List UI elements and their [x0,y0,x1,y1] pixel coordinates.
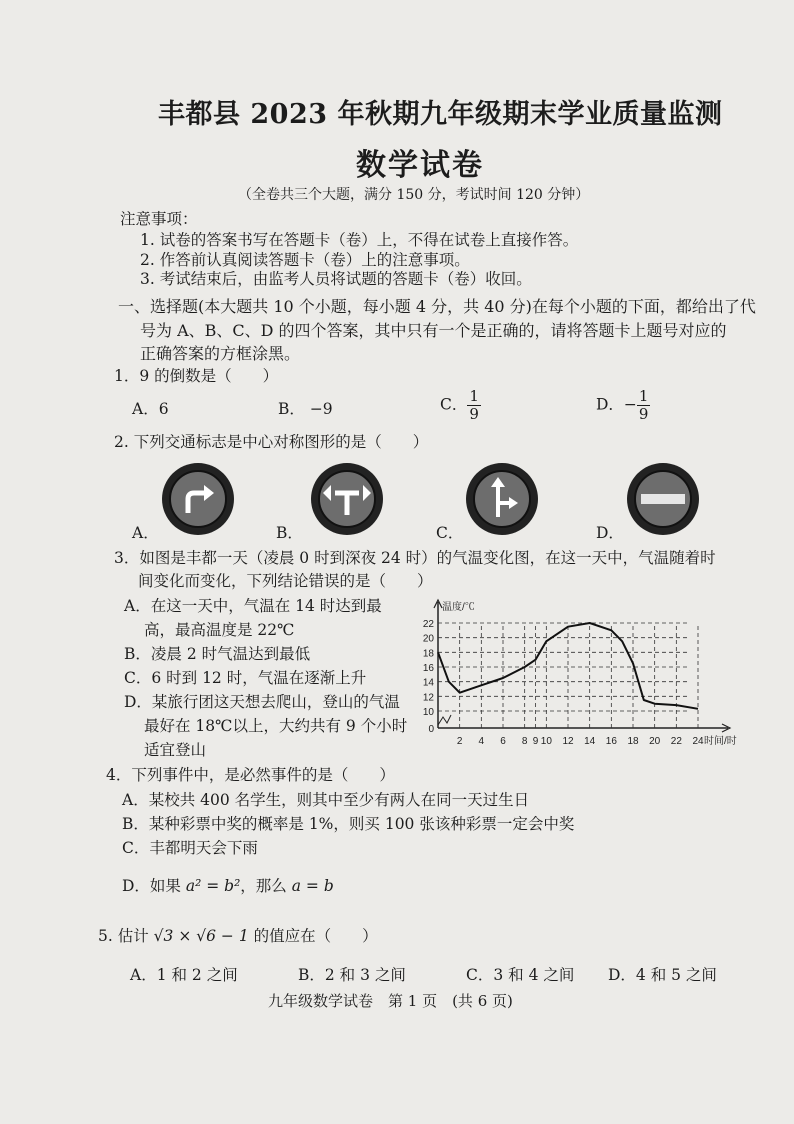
page-footer: 九年级数学试卷 第 1 页 (共 6 页) [268,992,513,1010]
temperature-chart [418,598,748,758]
question-1-option-a: A．6 [132,400,169,418]
x-tick-label: 18 [627,736,639,747]
question-3-option-a-cont: 高，最高温度是 22℃ [144,621,295,639]
question-4-stem: 4．下列事件中，是必然事件的是（ ） [106,766,395,784]
question-3-option-b: B．凌晨 2 时气温达到最低 [124,645,311,663]
question-3-option-c: C．6 时到 12 时，气温在逐渐上升 [124,669,367,687]
question-3-option-d: D．某旅行团这天想去爬山，登山的气温 [124,693,400,711]
question-2-stem: 2. 下列交通标志是中心对称图形的是（ ） [114,433,429,451]
notice-heading: 注意事项： [120,210,198,228]
question-3-option-a: A．在这一天中，气温在 14 时达到最 [124,597,382,615]
y-tick-label: 14 [422,677,434,689]
straight-right-arrow-icon [466,463,538,535]
section-instructions: 一、选择题(本大题共 10 个小题，每小题 4 分，共 40 分)在每个小题的下面，都给出了代 [118,297,756,316]
question-3-stem: 间变化而变化，下列结论错误的是（ ） [138,572,433,590]
question-1-stem: 1．9 的倒数是（ ） [114,367,279,385]
x-tick-label: 10 [540,736,552,747]
notice-item: 3. 考试结束后，由监考人员将试题的答题卡（卷）收回。 [140,270,532,288]
y-tick-label: 22 [422,619,434,630]
x-tick-label: 24 [692,736,704,747]
x-tick-label: 2 [456,736,463,747]
x-tick-label: 12 [562,736,574,747]
section-instructions: 正确答案的方框涂黑。 [140,344,301,363]
y-tick-label: 20 [422,633,434,645]
x-tick-label: 22 [670,736,682,747]
x-tick-label: 9 [532,736,539,747]
x-tick-label: 20 [649,736,661,747]
question-5-option-a: A．1 和 2 之间 [130,966,238,984]
question-4-option-d: D．如果 a² = b²，那么 a = b [122,877,334,895]
question-2-option-c: C． [436,524,464,542]
exam-info: （全卷共三个大题，满分 150 分，考试时间 120 分钟） [238,187,590,203]
question-5-option-b: B．2 和 3 之间 [298,966,406,984]
question-3-option-d-cont: 适宜登山 [144,741,207,759]
y-tick-label: 18 [422,648,434,660]
x-axis-label: 时间/时 [704,736,737,747]
t-junction-arrow-icon [311,463,383,535]
question-4-option-a: A．某校共 400 名学生，则其中至少有两人在同一天过生日 [122,791,530,809]
y-axis-label: 温度/℃ [442,602,475,613]
axis-break [438,715,451,725]
exam-title: 丰都县 2023 年秋期九年级期末学业质量监测 [158,99,723,130]
question-1-option-d: D．− $\frac{1}{9}$ [596,387,649,423]
question-5-stem: 5. 估计 √3 × √6 − 1 的值应在（ ） [98,927,378,945]
question-2-option-d: D． [596,524,624,542]
question-4-option-c: C．丰都明天会下雨 [122,839,258,857]
notice-item: 1. 试卷的答案书写在答题卡（卷）上，不得在试卷上直接作答。 [140,231,579,249]
x-tick-label: 16 [605,736,617,747]
traffic-sign-straight-or-right [466,463,538,535]
question-1-option-c: C． $\frac{1}{9}$ [440,387,479,423]
section-instructions: 号为 A、B、C、D 的四个答案，其中只有一个是正确的，请将答题卡上题号对应的 [140,321,727,340]
question-5-option-d: D．4 和 5 之间 [608,966,717,984]
notice-item: 2. 作答前认真阅读答题卡（卷）上的注意事项。 [140,251,470,269]
x-tick-label: 14 [584,736,596,747]
question-5-option-c: C．3 和 4 之间 [466,966,575,984]
right-turn-arrow-icon [162,463,234,535]
x-tick-label: 8 [521,736,528,747]
traffic-sign-no-entry [627,463,699,535]
y-tick-label: 10 [422,707,434,718]
x-tick-label: 6 [500,736,506,747]
question-2-option-b: B． [276,524,303,542]
x-tick-label: 4 [478,736,485,747]
traffic-sign-right-turn [162,463,234,535]
y-tick-label: 16 [422,663,434,674]
question-1-option-b: B． −9 [278,400,333,418]
question-3-option-d-cont: 最好在 18℃以上，大约共有 9 个小时 [144,717,408,735]
y-tick-label: 12 [422,692,434,704]
question-3-stem: 3．如图是丰都一天（凌晨 0 时到深夜 24 时）的气温变化图，在这一天中，气温随着时 [114,549,716,567]
question-2-option-a: A． [132,524,159,542]
traffic-sign-left-right-turn [311,463,383,535]
no-entry-bar-icon [627,463,699,535]
origin-label: 0 [428,724,434,735]
subject-title: 数学试卷 [356,148,484,183]
question-4-option-b: B．某种彩票中奖的概率是 1%，则买 100 张该种彩票一定会中奖 [122,815,575,833]
